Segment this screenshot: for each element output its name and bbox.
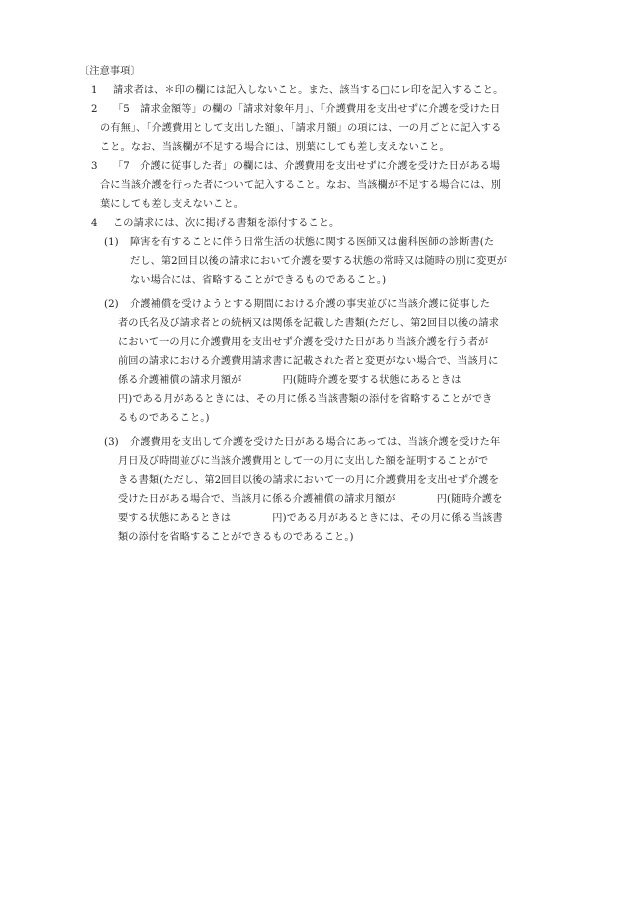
subitem-text: 介護費用を支出して介護を受けた日がある場合にあっては、当該介護を受けた年 — [130, 437, 501, 448]
note-text: 「7 介護に従事した者」の欄には、介護費用を支出せずに介護を受けた日がある場 — [113, 161, 501, 172]
note-text: この請求には、次に掲げる書類を添付すること。 — [113, 218, 340, 229]
subitem-text-continued: 月日及び時間並びに当該介護費用として一の月に支出した額を証明することがで — [118, 456, 489, 467]
notes-heading: 〔注意事項〕 — [79, 66, 141, 77]
subitem-text-continued: きる書類(ただし、第2回目以後の請求において一の月に介護費用を支出せず介護を — [118, 475, 500, 486]
subitem-text-continued: 前回の請求における介護費用請求書に記載された者と変更がない場合で、当該月に — [118, 356, 499, 367]
subitem-text: 障害を有することに伴う日常生活の状態に関する医師又は歯科医師の診断書(た — [130, 237, 495, 248]
subitem-number: (3) — [104, 437, 119, 448]
subitem-text-continued: 者の氏名及び請求者との続柄又は関係を記載した書類(ただし、第2回目以後の請求 — [118, 318, 500, 329]
subitem-text-continued: 類の添付を省略することができるものであること。) — [118, 532, 354, 543]
note-number: 1 — [91, 85, 98, 96]
note-text: 請求者は、＊印の欄には記入しないこと。また、該当する□にレ印を記入すること。 — [113, 85, 504, 96]
subitem-number: (2) — [104, 299, 119, 310]
note-number: 3 — [91, 161, 98, 172]
note-text-continued: こと。なお、当該欄が不足する場合には、別葉にしても差し支えないこと。 — [100, 142, 450, 153]
subitem-text-continued: だし、第2回目以後の請求において介護を要する状態の常時又は随時の別に変更が — [130, 256, 507, 267]
note-text-continued: の有無」、「介護費用として支出した額」、「請求月額」の項には、一の月ごとに記入する — [100, 123, 502, 134]
subitem-text-continued: 要する状態にあるときは 円)である月があるときには、その月に係る当該書 — [118, 513, 503, 524]
subitem-3 — [104, 433, 500, 452]
note-item-4 — [91, 214, 339, 233]
subitem-text-continued: 円)である月があるときには、その月に係る当該書類の添付を省略することができ — [118, 394, 493, 405]
subitem-text-continued: において一の月に介護費用を支出せず介護を受けた日があり当該介護を行う者が — [118, 337, 489, 348]
note-text: 「5 請求金額等」の欄の「請求対象年月」、「介護費用を支出せずに介護を受けた日 — [113, 104, 501, 115]
subitem-2 — [104, 295, 490, 314]
subitem-number: (1) — [104, 237, 119, 248]
subitem-text: 介護補償を受けようとする期間における介護の事実並びに当該介護に従事した — [130, 299, 491, 310]
subitem-text-continued: 係る介護補償の請求月額が 円(随時介護を要する状態にあるときは — [118, 375, 462, 386]
note-item-3 — [91, 157, 500, 176]
note-number: 4 — [91, 218, 98, 229]
subitem-text-continued: ない場合には、省略することができるものであること。) — [130, 275, 387, 286]
subitem-text-continued: 受けた日がある場合で、当該月に係る介護補償の請求月額が 円(随時介護を — [118, 494, 503, 505]
subitem-text-continued: るものであること。) — [118, 413, 210, 424]
note-text-continued: 合に当該介護を行った者について記入すること。なお、当該欄が不足する場合には、別 — [100, 180, 502, 191]
note-item-2 — [91, 100, 500, 119]
note-text-continued: 葉にしても差し支えないこと。 — [100, 199, 245, 210]
note-number: 2 — [91, 104, 98, 115]
subitem-1 — [104, 233, 494, 252]
note-item-1 — [91, 81, 503, 100]
